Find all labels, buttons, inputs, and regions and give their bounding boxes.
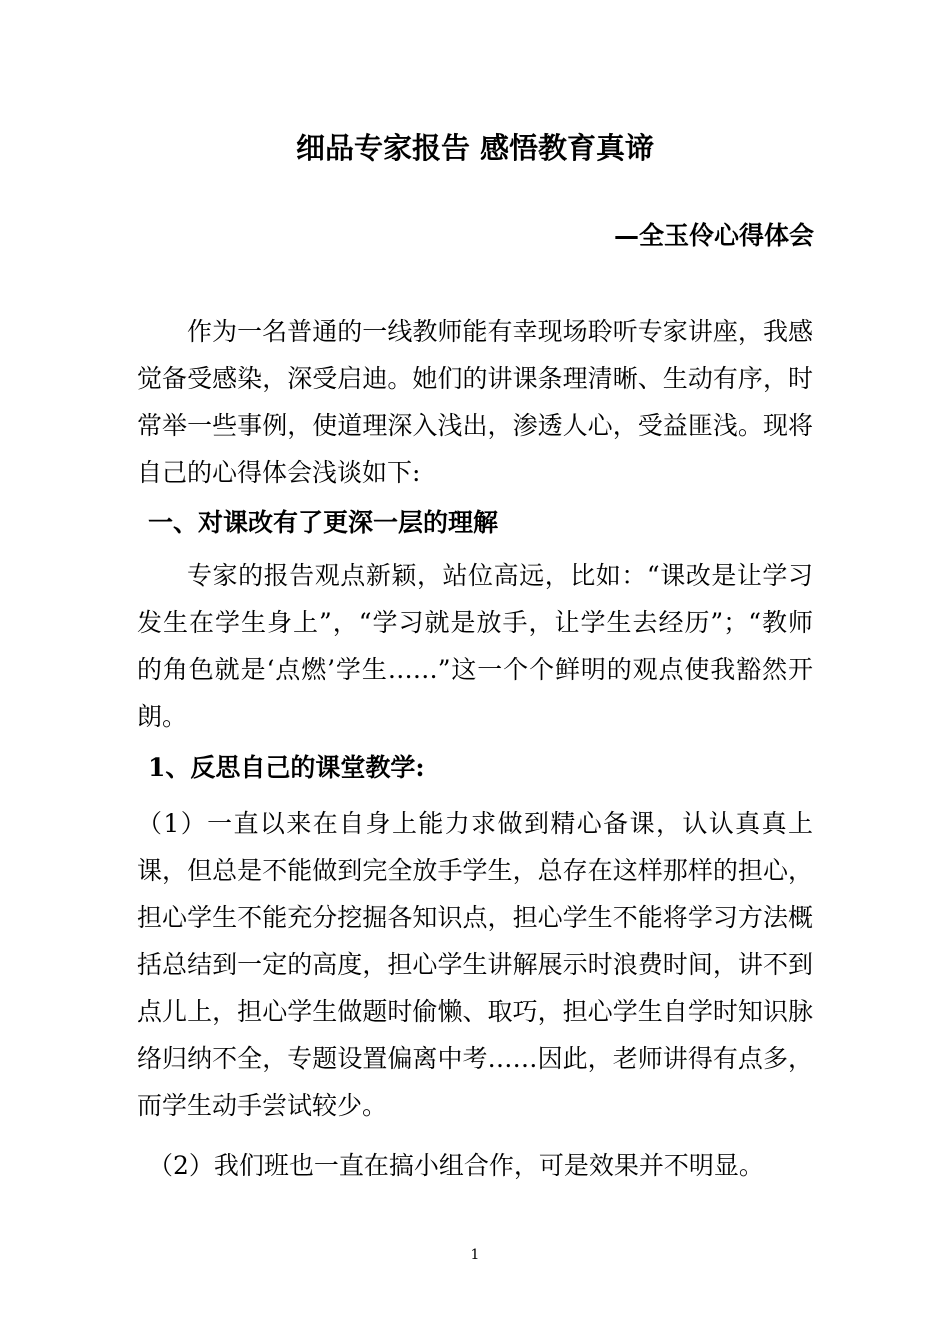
section-1-paragraph: 专家的报告观点新颖，站位高远，比如：“课改是让学习发生在学生身上”，“学习就是放手，让学生去经历”；“教师的角色就是‘点燃’学生……”这一个个鲜明的观点使我豁然开朗。 bbox=[137, 561, 813, 731]
intro-paragraph: 作为一名普通的一线教师能有幸现场聆听专家讲座，我感觉备受感染，深受启迪。她们的讲课条理清晰、生动有序，时常举一些事例，使道理深入浅出，渗透人心，受益匪浅。现将自己的心得体会浅谈如下: bbox=[137, 317, 813, 487]
document-title: 细品专家报告 感悟教育真谛 bbox=[295, 131, 655, 165]
document-subtitle: —全玉伶心得体会 bbox=[613, 221, 814, 250]
page-number: 1 bbox=[470, 1247, 480, 1263]
section-heading-1: 一、对课改有了更深一层的理解 bbox=[148, 508, 499, 537]
list-item-1: （1）一直以来在自身上能力求做到精心备课，认认真真上课，但总是不能做到完全放手学生，总存在这样那样的担心，担心学生不能充分挖掘各知识点，担心学生不能将学习方法概括总结到一定的高度，担心学生讲解展示时浪费时间，讲不到点儿上，担心学生做题时偷懒、取巧，担心学生自学时知识脉络归纳不全，专题设置偏离中考……因此，老师讲得有点多，而学生动手尝试较少。 bbox=[137, 809, 813, 1120]
list-item-2: （2）我们班也一直在搞小组合作，可是效果并不明显。 bbox=[148, 1151, 764, 1180]
subsection-heading-1: 1、反思自己的课堂教学: bbox=[148, 753, 425, 782]
